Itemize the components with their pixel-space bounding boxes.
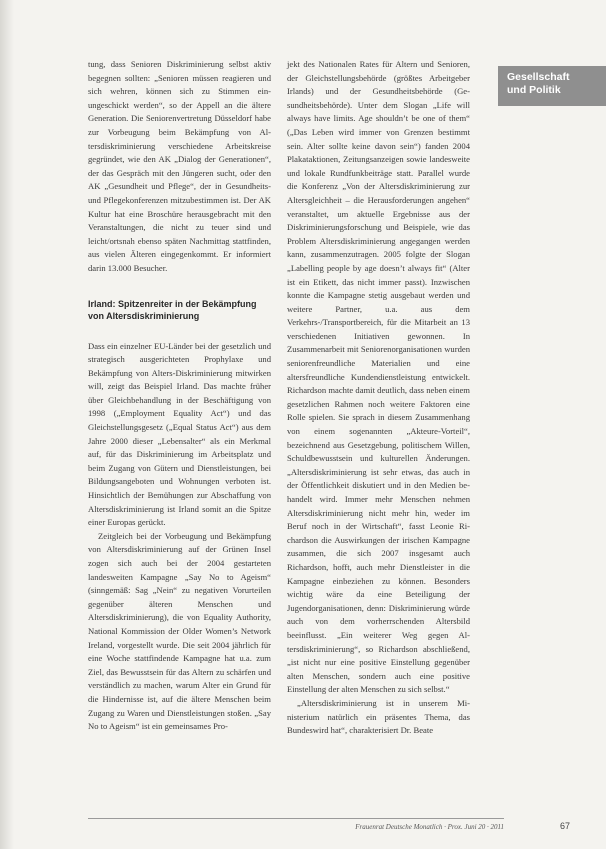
rubric-line-1: Gesellschaft (507, 71, 570, 83)
rubric-line-2: und Politik (507, 84, 561, 96)
left-paragraph-2: Dass ein einzelner EU-Länder bei der gesetzlich und strategisch ausgerichteten Prophylaxe und Bekämpfung von Alters-Diskriminierung mitwirken will, zeigt das Beispiel Irland. Das machte früher über Gleichbehandlung in der Beschäftigung von 1998 („Employment Equality Act“) und das Gleichstellungsgesetz („Equal Status Act“) aus dem Jahre 2000 dieser „Lebensalter“ als ein Merkmal auf, für das Diskriminierung im Arbeitsplatz und beim Zugang von Gütern und Dienstleistungen, bei Bildungsangeboten und Wohnungen verboten ist. Hinsichtlich der Bemühungen zur Abschaffung von Altersdiskriminierung ist Irland somit an die Spitze einer Europas gerückt. (88, 340, 271, 528)
section-rubric-box (498, 66, 606, 106)
right-paragraph-2: „Altersdiskriminierung ist in unserem Ministerium natürlich ein präsentes Thema, das Bundeswird hat“, charakterisiert Dr. Beate (287, 697, 470, 736)
left-paragraph-1: tung, dass Senioren Diskriminierung selbst aktiv begegnen sollten: „Senioren müssen reagieren und sich wehren, können sich zu Stimmen ein- ungeschickt werden“, so der Appell an die ältere Generation. Die Seniorenvertretung Düsseldorf habe zur Vorbeugung beim Bekämpfung von Altersdiskriminierung verschiedene Arbeitskreise gegründet, wie den AK „Dialog der Generationen“, der das Gespräch mit den Jüngeren sucht, oder den AK „Gesundheit und Pflege“, der in Gesundheits- und Pflegekonferenzen mitzubestimmen ist. Der AK Kultur hat eine Broschüre herausgebracht mit den Veranstaltungen, die nicht zu teuer sind und leicht/ortsnah ebenso späten Nachmittag stattfinden, aus vielen Älteren eingegenkommt. Er informiert darin 13.000 Besucher. (88, 59, 271, 273)
left-column (88, 58, 271, 734)
page-number: 67 (560, 821, 571, 831)
scan-edge-shadow (0, 0, 14, 849)
right-paragraph-1: jekt des Nationalen Rates für Altern und Senioren, der Gleichstellungsbehörde (größtes Arbeitgeber Irlands) und der Gesundheitsbehörde (Gesundheitsbehörde). Unter dem Slogan „Life will always have limits. Age shouldn’t be one of them“ („Das Leben wird immer von Grenzen bestimmt sein. Alter sollte keine davon sein“) fanden 2004 Plakataktionen, Zeitungsanzeigen sowie landesweite und lokale Rundfunkbeiträge statt. Parallel wurde die Konferenz „Von der Altersdiskriminierung zur Altersgleichheit – die Herausforderungen angehen“ veranstaltet, um aktuelle Ergebnisse aus der Diskriminierungsforschung und Beispiele, wie das Problem Altersdiskriminierung angegangen werden kann, zusammenzutragen. 2005 folgte der Slogan „Labelling people by age doesn’t always fit“ (Alter ist ein Etikett, das nicht immer passt). Inzwischen konnte die Kampagne stetig ausgebaut werden und weitere Partner, u.a. aus dem Verkehrs-/Transportbereich, für die Mitarbeit an 13 verschiedenen Initiativen gewonnen. In Zusammenarbeit mit Seniorenorganisationen wurden seniorenfreundliche Materialien und eine altersfreundliche Kundendienstleistung entwickelt. Richardson machte damit deutlich, dass neben einem gesetzlichen Rahmen noch weitere Faktoren eine Rolle spielen. Sie sprach in diesem Zusammenhang von einem sogenannten „Akteure-Vorteil“, bezeichnend aus Gesetzgebung, politischem Willen, Schuldbewusstsein und kulturellen Änderungen. „Altersdiskriminierung ist sehr etwas, das auch in der Öffentlichkeit diskutiert und in den Medien behandelt wird. Immer mehr Menschen nehmen Altersdiskriminierung nicht mehr hin, weder im Beruf noch in der Wirtschaft“, fasst Leonie Richardson die Auswirkungen der irischen Kampagne zusammen, die sich 2007 insgesamt auch Richardson, hofft, auch mehr Dienstleister in die Kampagne einbeziehen zu können. Besonders wichtig wäre da eine Beteiligung der Jugendorganisationen, denn: Diskriminierung würde auch von dem vorherrschenden Altersbild beeinflusst. „Ein weiterer Weg gegen Altersdiskriminierung“, so Richardson abschließend, „ist nicht nur eine positive Einstellung gegenüber alten Menschen, sondern auch eine positive Einstellung der alten Menschen zu sich selbst.“ (287, 59, 470, 695)
right-column (287, 58, 470, 738)
footer-rule (88, 818, 504, 819)
footer-source: Frauenrat Deutsche Monatlich · Prox. Juni 20 · 2011 (355, 823, 504, 831)
section-subheading: Irland: Spitzenreiter in der Bekämpfung von Altersdiskriminierung (88, 298, 257, 321)
left-paragraph-3: Zeitgleich bei der Vorbeugung und Bekämpfung von Altersdiskriminierung auf der Grünen Insel zogen sich auch bei der 2004 gestarteten landesweiten Kampagne „Say No to Ageism“ (sinngemäß: Sag „Nein“ zu negativen Vorurteilen gegenüber älteren Menschen und Altersdiskriminierung), die von Equality Authority, National Kommission der Older Women’s Network Ireland, vorgestellt wurde. Die seit 2004 jährlich für eine Woche stattfindende Kampagne hat u.a. zum Ziel, das Bewusstsein für das Altern zu schärfen und verständlich zu machen, warum Alter ein Grund für die Hindernisse ist, auf die ältere Menschen beim Zugang zu Waren und Dienstleistungen stoßen. „Say No to Ageism“ ist ein gemeinsames Pro- (88, 530, 271, 732)
